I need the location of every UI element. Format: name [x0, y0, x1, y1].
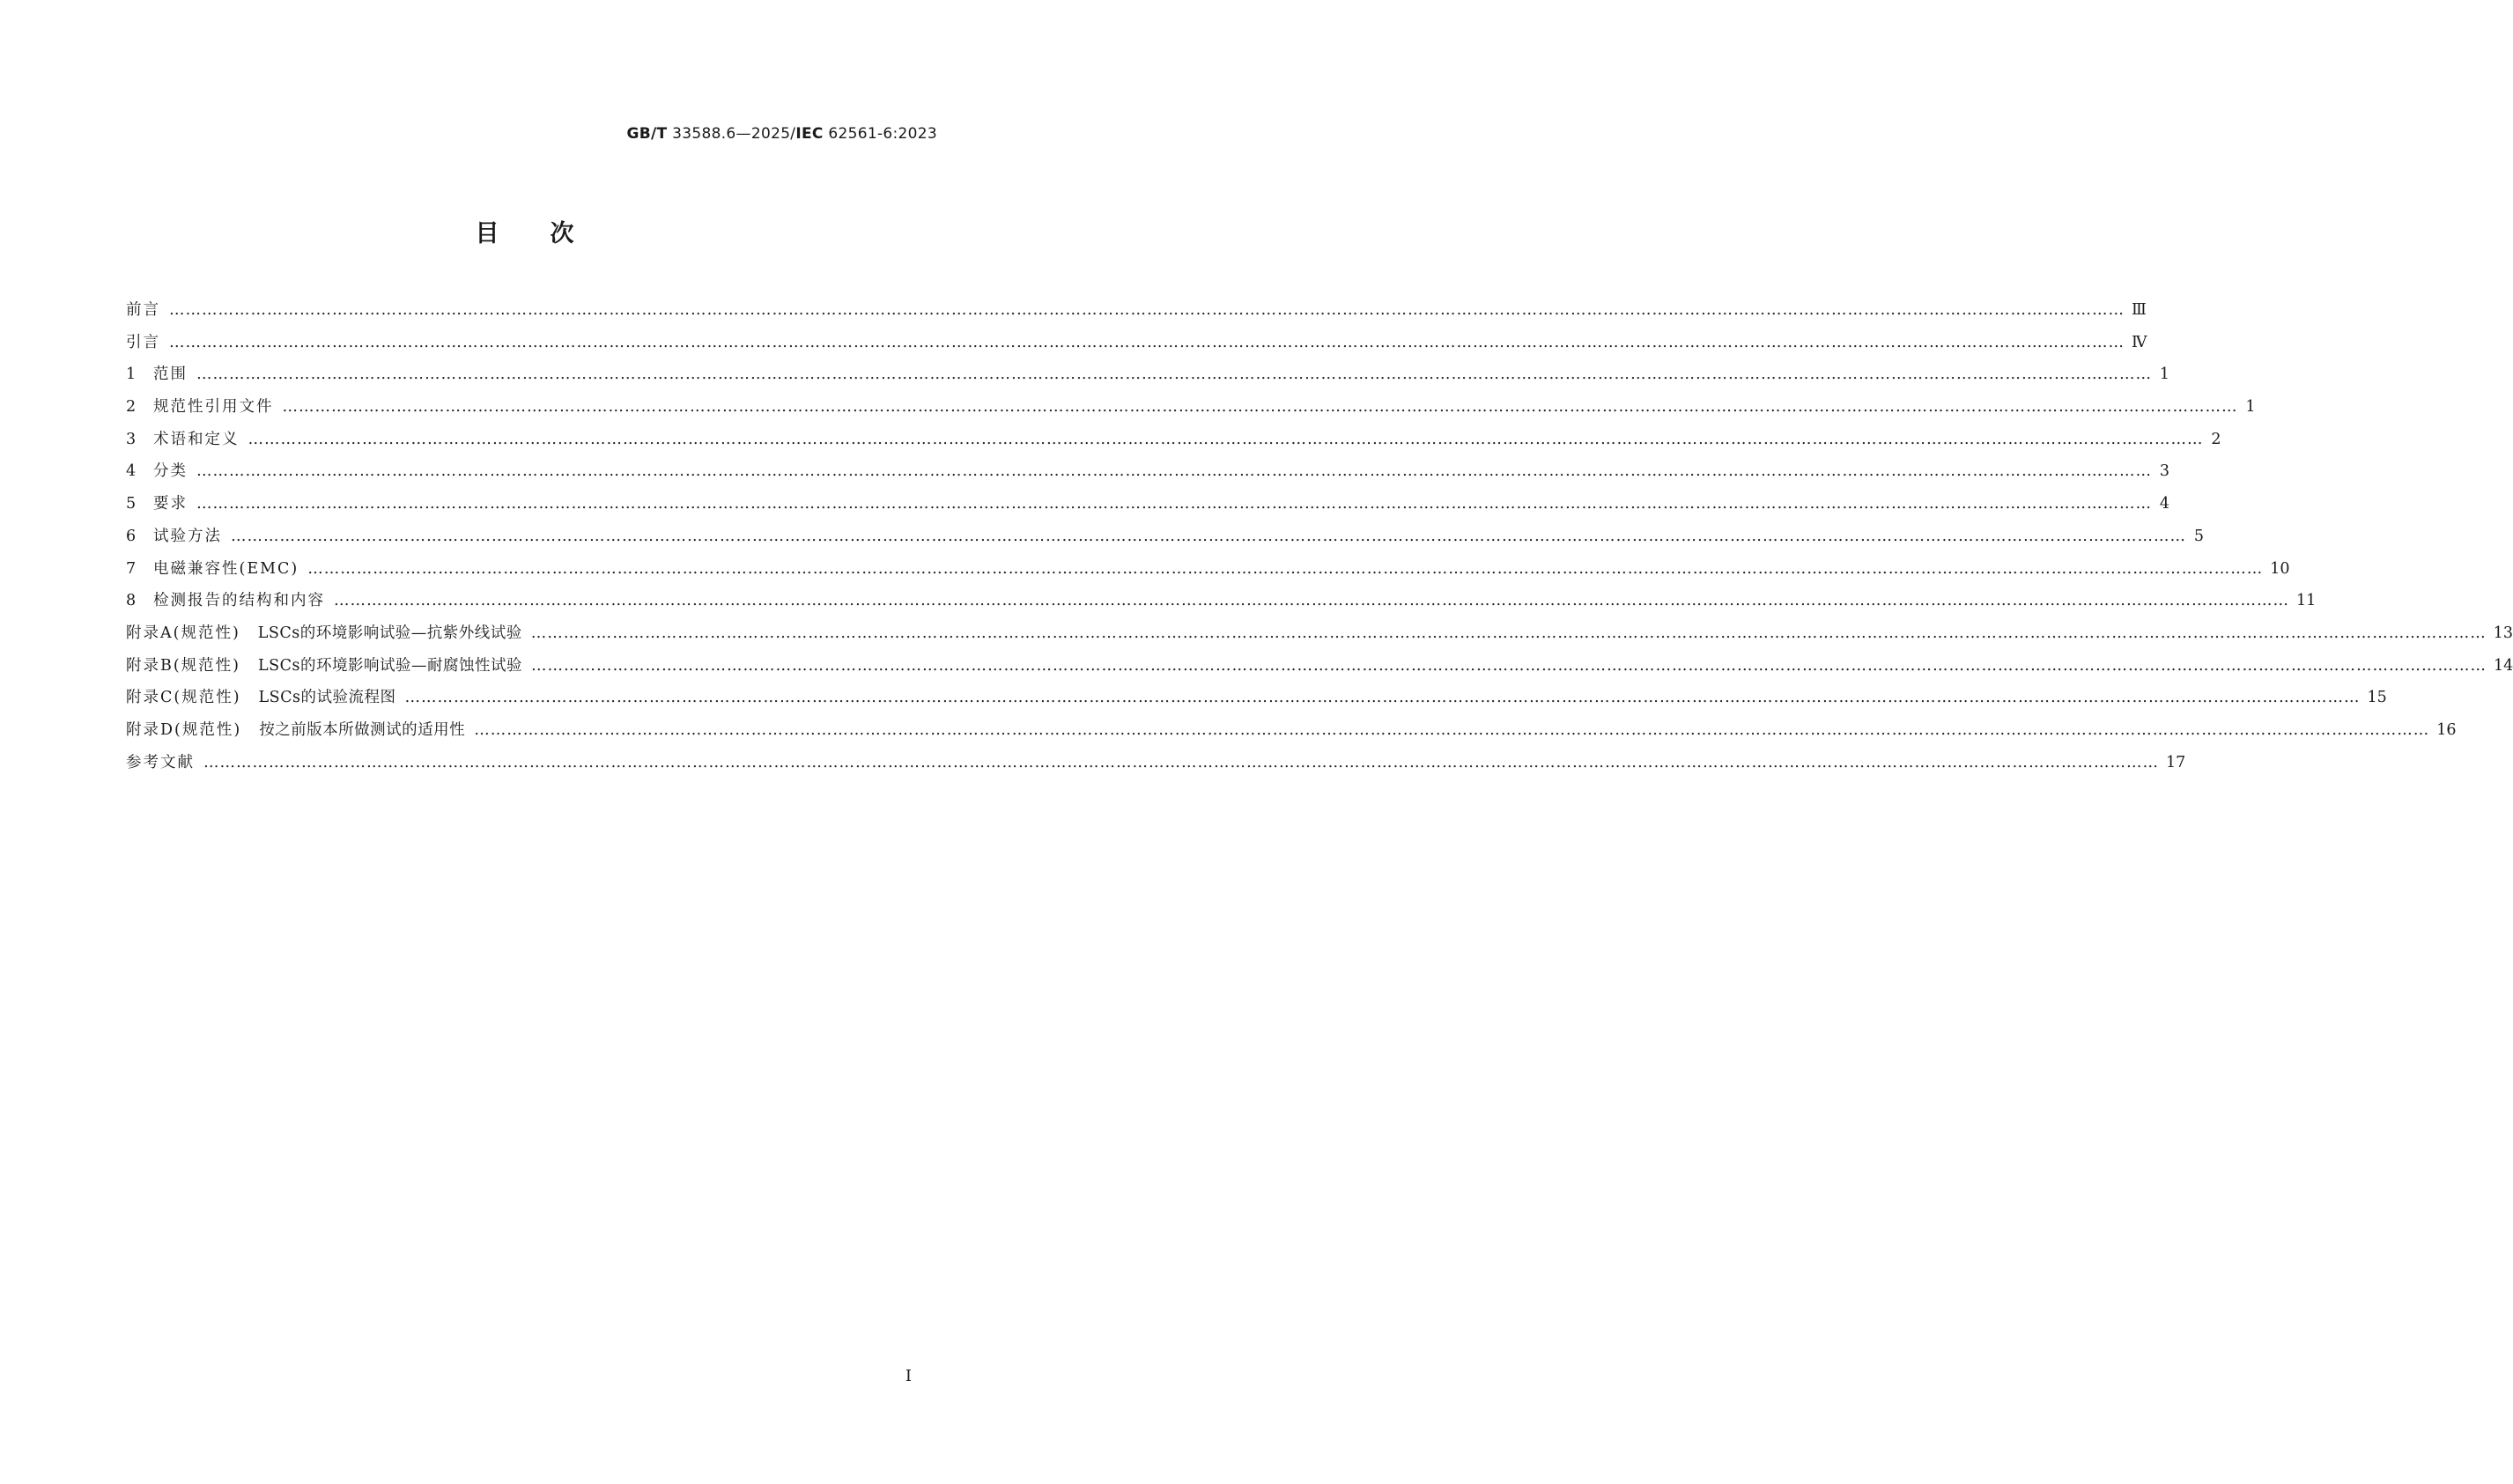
toc-entry[interactable] — [126, 298, 2147, 330]
toc-entry[interactable] — [126, 330, 2147, 363]
toc-dot-leader: ……………………………………………………………………………………………………………………………………………………………………………………………………………………………………………………………………………………………………………………………… — [307, 559, 2264, 578]
toc-entry-page: Ⅳ — [2132, 333, 2147, 351]
toc-dot-leader: ……………………………………………………………………………………………………………………………………………………………………………………………………………………………………………………………………………………………………………………………… — [334, 592, 2289, 610]
toc-entry-number: 5 — [126, 495, 137, 513]
toc-dot-leader: ……………………………………………………………………………………………………………………………………………………………………………………………………………………………………………………………………………………………………………………………… — [531, 656, 2487, 675]
toc-entry-label: 要求 — [153, 495, 188, 513]
standard-code — [627, 125, 937, 143]
toc-entry-page: 5 — [2193, 527, 2204, 545]
toc-entry-number: 4 — [126, 462, 137, 481]
toc-entry-page: 13 — [2493, 624, 2513, 642]
toc-entry-page: 10 — [2270, 559, 2290, 578]
toc-entry-subtitle: LSCs的环境影响试验—抗紫外线试验 — [257, 624, 522, 642]
toc-entry[interactable] — [126, 621, 2513, 653]
toc-entry-subtitle: LSCs的试验流程图 — [258, 689, 396, 707]
toc-entry[interactable] — [126, 362, 2169, 395]
toc-entry[interactable] — [126, 395, 2256, 427]
toc-entry-label: 规范性引用文件 — [153, 398, 274, 417]
table-of-contents — [126, 298, 2513, 782]
toc-dot-leader: ……………………………………………………………………………………………………………………………………………………………………………………………………………………………………………………………………………………………………………………………… — [169, 333, 2125, 351]
toc-dot-leader: ……………………………………………………………………………………………………………………………………………………………………………………………………………………………………………………………………………………………………………………………… — [404, 689, 2361, 707]
toc-entry[interactable] — [126, 750, 2186, 783]
toc-entry-label: 前言 — [126, 301, 160, 319]
toc-entry-label: 附录B(规范性) — [126, 656, 241, 675]
toc-entry-page: 15 — [2367, 689, 2387, 707]
toc-entry-page: 4 — [2159, 495, 2169, 513]
standard-number: 33588.6—2025/ — [667, 125, 796, 143]
toc-dot-leader: ……………………………………………………………………………………………………………………………………………………………………………………………………………………………………………………………………………………………………………………………… — [248, 430, 2204, 448]
toc-entry-page: Ⅲ — [2132, 301, 2147, 319]
toc-entry-number: 2 — [126, 398, 137, 417]
toc-entry-page: 1 — [2159, 365, 2169, 384]
toc-entry-subtitle: 按之前版本所做测试的适用性 — [259, 720, 466, 739]
toc-entry-label: 引言 — [126, 333, 160, 351]
toc-dot-leader: ……………………………………………………………………………………………………………………………………………………………………………………………………………………………………………………………………………………………………………………………… — [231, 527, 2186, 545]
toc-dot-leader: ……………………………………………………………………………………………………………………………………………………………………………………………………………………………………………………………………………………………………………………………… — [169, 301, 2125, 319]
toc-entry-number: 1 — [126, 365, 137, 384]
toc-entry-number: 8 — [126, 592, 137, 610]
toc-entry-page: 11 — [2296, 592, 2317, 610]
iec-prefix: IEC — [795, 125, 824, 143]
toc-entry[interactable] — [126, 588, 2317, 621]
toc-dot-leader: ……………………………………………………………………………………………………………………………………………………………………………………………………………………………………………………………………………………………………………………………… — [196, 365, 2152, 384]
toc-entry-page: 17 — [2166, 753, 2186, 772]
toc-dot-leader: ……………………………………………………………………………………………………………………………………………………………………………………………………………………………………………………………………………………………………………………………… — [282, 398, 2238, 417]
toc-entry-number: 7 — [126, 559, 137, 578]
toc-entry-page: 3 — [2159, 462, 2169, 481]
toc-entry-subtitle: LSCs的环境影响试验—耐腐蚀性试验 — [258, 656, 522, 675]
toc-entry[interactable] — [126, 524, 2204, 557]
toc-entry[interactable] — [126, 685, 2387, 718]
toc-dot-leader: ……………………………………………………………………………………………………………………………………………………………………………………………………………………………………………………………………………………………………………………………… — [530, 624, 2487, 642]
toc-entry-label: 检测报告的结构和内容 — [153, 592, 325, 610]
toc-entry-label: 参考文献 — [126, 753, 195, 772]
page-title: 目次 — [475, 220, 625, 247]
toc-entry[interactable] — [126, 718, 2457, 750]
toc-entry[interactable] — [126, 653, 2513, 686]
toc-dot-leader: ……………………………………………………………………………………………………………………………………………………………………………………………………………………………………………………………………………………………………………………………… — [203, 753, 2159, 772]
toc-entry-number: 3 — [126, 430, 137, 448]
toc-entry-label: 范围 — [153, 365, 188, 384]
toc-entry[interactable] — [126, 459, 2169, 491]
toc-entry-label: 附录D(规范性) — [126, 720, 242, 739]
toc-entry-page: 1 — [2245, 398, 2256, 417]
toc-entry-label: 电磁兼容性(EMC) — [153, 559, 299, 578]
toc-entry-page: 14 — [2494, 656, 2513, 675]
toc-entry-label: 术语和定义 — [153, 430, 240, 448]
toc-entry-label: 分类 — [153, 462, 188, 481]
toc-entry-label: 附录A(规范性) — [126, 624, 240, 642]
standard-prefix: GB/T — [626, 125, 668, 143]
toc-entry[interactable] — [126, 491, 2169, 524]
toc-entry-label: 附录C(规范性) — [126, 689, 241, 707]
page-number: Ⅰ — [905, 1367, 912, 1385]
iec-number: 62561-6:2023 — [823, 125, 937, 143]
toc-entry[interactable] — [126, 557, 2290, 589]
toc-dot-leader: ……………………………………………………………………………………………………………………………………………………………………………………………………………………………………………………………………………………………………………………………… — [196, 462, 2152, 481]
toc-entry-number: 6 — [126, 527, 137, 545]
toc-entry[interactable] — [126, 427, 2221, 460]
toc-dot-leader: ……………………………………………………………………………………………………………………………………………………………………………………………………………………………………………………………………………………………………………………………… — [474, 720, 2430, 739]
toc-dot-leader: ……………………………………………………………………………………………………………………………………………………………………………………………………………………………………………………………………………………………………………………………… — [196, 495, 2152, 513]
toc-entry-page: 16 — [2436, 720, 2457, 739]
toc-entry-label: 试验方法 — [153, 527, 222, 545]
toc-entry-page: 2 — [2211, 430, 2221, 448]
